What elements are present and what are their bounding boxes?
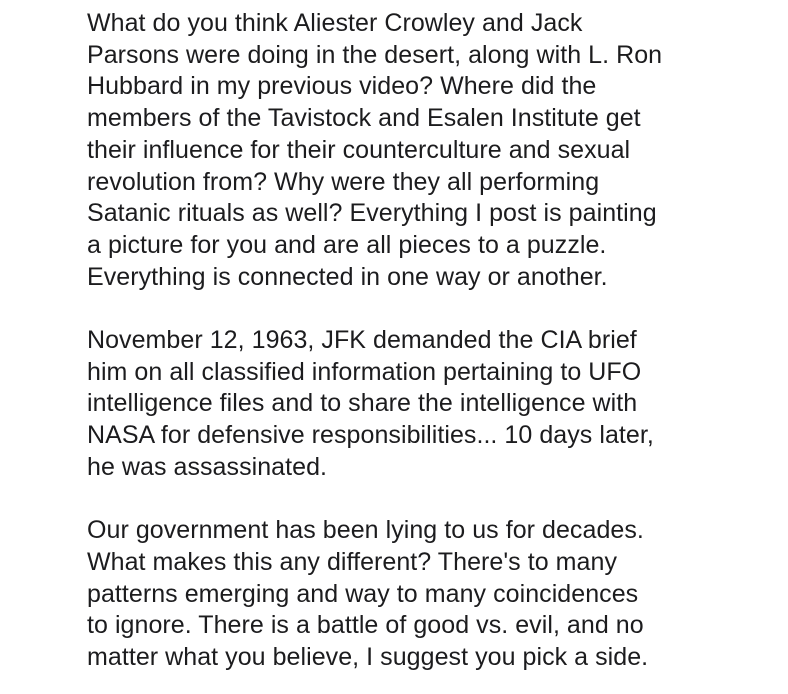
post-text — [87, 8, 767, 674]
paragraph-1 — [87, 8, 767, 293]
text-line: intelligence files and to share the intelligence with — [87, 389, 638, 418]
paragraph-2 — [87, 325, 767, 484]
text-line: patterns emerging and way to many coincidences — [87, 579, 639, 608]
text-line: a picture for you and are all pieces to a puzzle. — [87, 230, 607, 259]
text-line: NASA for defensive responsibilities... 10 days later, — [87, 421, 654, 450]
text-line: Parsons were doing in the desert, along with L. Ron — [87, 40, 663, 69]
text-line: he was assassinated. — [87, 452, 328, 481]
text-line: revolution from? Why were they all performing — [87, 167, 600, 196]
text-line: members of the Tavistock and Esalen Institute get — [87, 104, 641, 133]
text-line: matter what you believe, I suggest you pick a side. — [87, 643, 649, 672]
text-line: What do you think Aliester Crowley and Jack — [87, 9, 583, 37]
text-line: him on all classified information pertaining to UFO — [87, 357, 642, 386]
text-line: Satanic rituals as well? Everything I post is painting — [87, 199, 657, 228]
text-line: their influence for their counterculture and sexual — [87, 135, 631, 164]
text-line: November 12, 1963, JFK demanded the CIA brief — [87, 326, 637, 355]
text-line: Everything is connected in one way or another. — [87, 262, 608, 291]
text-line: What makes this any different? There's to many — [87, 547, 618, 576]
paragraph-3 — [87, 515, 767, 674]
text-line: Hubbard in my previous video? Where did the — [87, 72, 597, 101]
text-line: Our government has been lying to us for decades. — [87, 516, 644, 545]
text-line: to ignore. There is a battle of good vs. evil, and no — [87, 611, 644, 640]
